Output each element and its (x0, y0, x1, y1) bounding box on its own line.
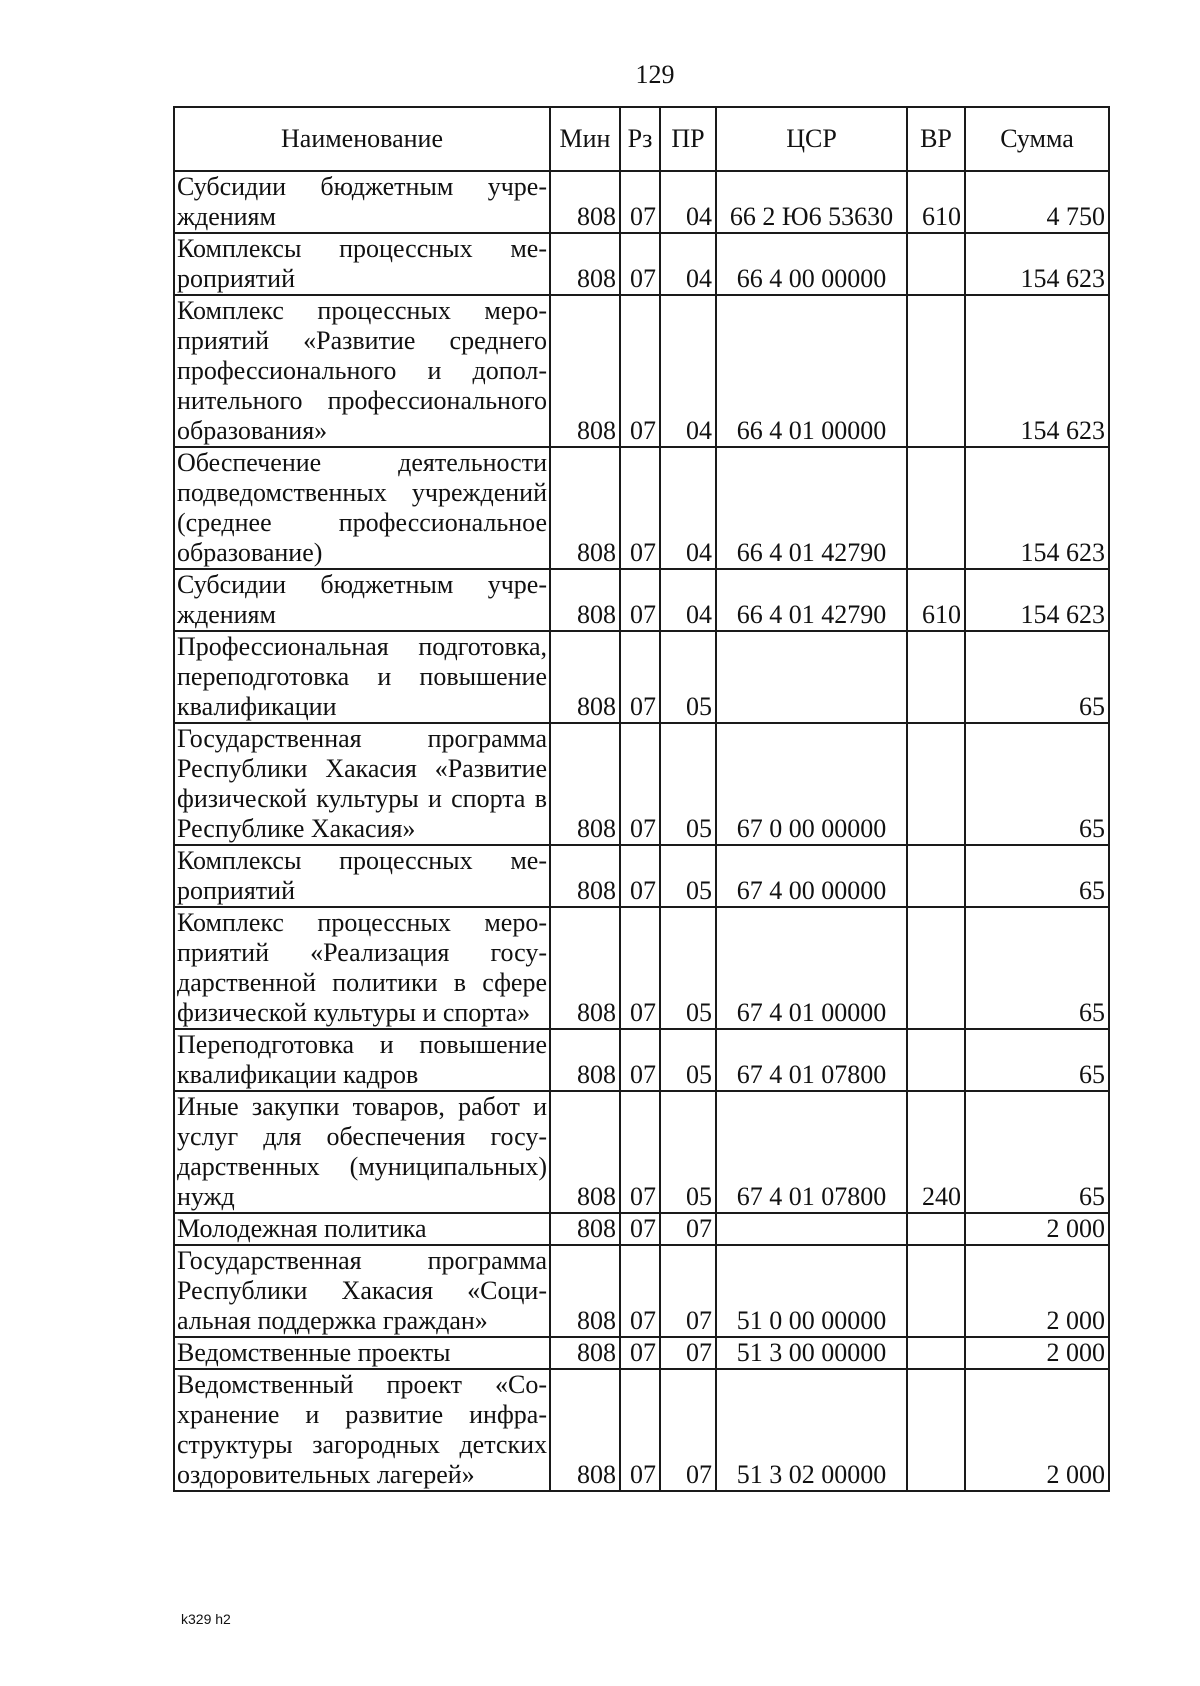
cell-pr: 04 (660, 569, 716, 631)
cell-rz: 07 (620, 569, 660, 631)
cell-csr (716, 631, 907, 723)
cell-vr: 240 (907, 1091, 965, 1213)
cell-rz: 07 (620, 1213, 660, 1245)
cell-sum: 2 000 (965, 1213, 1109, 1245)
cell-rz: 07 (620, 723, 660, 845)
cell-name: Переподготовка и повышение квалификации кадров (174, 1029, 550, 1091)
cell-vr (907, 295, 965, 447)
cell-min: 808 (550, 1369, 620, 1491)
cell-name: Государственная программа Республики Хакасия «Социальная поддержка граждан» (174, 1245, 550, 1337)
table-row (174, 171, 1109, 233)
table-row (174, 631, 1109, 723)
cell-name: Комплексы процессных мероприятий (174, 845, 550, 907)
table-row (174, 723, 1109, 845)
cell-min: 808 (550, 631, 620, 723)
cell-rz: 07 (620, 631, 660, 723)
cell-vr (907, 845, 965, 907)
header-name: Наименование (174, 107, 550, 171)
cell-sum: 2 000 (965, 1337, 1109, 1369)
cell-pr: 04 (660, 447, 716, 569)
cell-pr: 07 (660, 1213, 716, 1245)
cell-sum: 154 623 (965, 295, 1109, 447)
cell-rz: 07 (620, 907, 660, 1029)
cell-csr: 66 4 00 00000 (716, 233, 907, 295)
table-body (174, 171, 1109, 1491)
cell-csr: 51 3 00 00000 (716, 1337, 907, 1369)
cell-vr (907, 233, 965, 295)
cell-rz: 07 (620, 1369, 660, 1491)
cell-csr: 51 0 00 00000 (716, 1245, 907, 1337)
cell-pr: 05 (660, 845, 716, 907)
cell-sum: 154 623 (965, 233, 1109, 295)
cell-sum: 154 623 (965, 447, 1109, 569)
cell-csr: 67 0 00 00000 (716, 723, 907, 845)
table-row (174, 1337, 1109, 1369)
cell-min: 808 (550, 171, 620, 233)
cell-pr: 05 (660, 907, 716, 1029)
cell-name: Субсидии бюджетным учреждениям (174, 569, 550, 631)
cell-name: Государственная программа Республики Хакасия «Развитие физической культуры и спорта в Республике Хакасия» (174, 723, 550, 845)
budget-table (173, 106, 1110, 1492)
header-vr: ВР (907, 107, 965, 171)
cell-min: 808 (550, 907, 620, 1029)
cell-pr: 04 (660, 233, 716, 295)
cell-rz: 07 (620, 171, 660, 233)
cell-csr: 66 2 Ю6 53630 (716, 171, 907, 233)
header-min: Мин (550, 107, 620, 171)
footer-code: k329 h2 (181, 1611, 231, 1627)
cell-pr: 05 (660, 723, 716, 845)
cell-sum: 65 (965, 1091, 1109, 1213)
cell-rz: 07 (620, 1337, 660, 1369)
cell-pr: 07 (660, 1369, 716, 1491)
cell-min: 808 (550, 845, 620, 907)
header-csr: ЦСР (716, 107, 907, 171)
cell-vr (907, 1245, 965, 1337)
cell-sum: 2 000 (965, 1369, 1109, 1491)
cell-rz: 07 (620, 1091, 660, 1213)
cell-vr (907, 723, 965, 845)
cell-sum: 154 623 (965, 569, 1109, 631)
cell-rz: 07 (620, 1029, 660, 1091)
cell-min: 808 (550, 1245, 620, 1337)
table-row (174, 845, 1109, 907)
cell-pr: 07 (660, 1245, 716, 1337)
cell-name: Ведомственный проект «Сохранение и развитие инфраструктуры загородных детских оздоровительных лагерей» (174, 1369, 550, 1491)
cell-csr: 67 4 00 00000 (716, 845, 907, 907)
cell-name: Молодежная политика (174, 1213, 550, 1245)
cell-csr: 67 4 01 07800 (716, 1029, 907, 1091)
cell-pr: 07 (660, 1337, 716, 1369)
table-row (174, 1091, 1109, 1213)
cell-csr: 66 4 01 00000 (716, 295, 907, 447)
cell-vr: 610 (907, 569, 965, 631)
cell-sum: 4 750 (965, 171, 1109, 233)
table-row (174, 569, 1109, 631)
cell-min: 808 (550, 1337, 620, 1369)
table-row (174, 1213, 1109, 1245)
cell-name: Комплексы процессных мероприятий (174, 233, 550, 295)
header-pr: ПР (660, 107, 716, 171)
table-row (174, 233, 1109, 295)
cell-min: 808 (550, 295, 620, 447)
header-rz: Рз (620, 107, 660, 171)
cell-csr: 51 3 02 00000 (716, 1369, 907, 1491)
cell-vr (907, 631, 965, 723)
table-header-row (174, 107, 1109, 171)
table-row (174, 1029, 1109, 1091)
cell-min: 808 (550, 1029, 620, 1091)
cell-name: Профессиональная подготовка, переподготовка и повышение квалификации (174, 631, 550, 723)
cell-vr (907, 1029, 965, 1091)
cell-pr: 05 (660, 1029, 716, 1091)
cell-name: Субсидии бюджетным учреждениям (174, 171, 550, 233)
cell-pr: 04 (660, 171, 716, 233)
cell-name: Ведомственные проекты (174, 1337, 550, 1369)
cell-pr: 05 (660, 631, 716, 723)
cell-min: 808 (550, 1213, 620, 1245)
cell-sum: 65 (965, 723, 1109, 845)
cell-sum: 65 (965, 907, 1109, 1029)
cell-rz: 07 (620, 447, 660, 569)
cell-csr: 67 4 01 07800 (716, 1091, 907, 1213)
cell-rz: 07 (620, 1245, 660, 1337)
budget-table-container (173, 106, 1110, 1492)
cell-sum: 2 000 (965, 1245, 1109, 1337)
cell-vr (907, 1213, 965, 1245)
cell-pr: 04 (660, 295, 716, 447)
cell-name: Комплекс процессных мероприятий «Реализация государственной политики в сфере физической культуры и спорта» (174, 907, 550, 1029)
header-sum: Сумма (965, 107, 1109, 171)
cell-vr (907, 907, 965, 1029)
cell-vr (907, 1337, 965, 1369)
cell-min: 808 (550, 723, 620, 845)
cell-csr: 67 4 01 00000 (716, 907, 907, 1029)
cell-name: Обеспечение деятельности подведомственных учреждений (среднее профессиональное образование) (174, 447, 550, 569)
table-row (174, 907, 1109, 1029)
cell-rz: 07 (620, 295, 660, 447)
cell-min: 808 (550, 1091, 620, 1213)
cell-vr: 610 (907, 171, 965, 233)
cell-csr (716, 1213, 907, 1245)
cell-csr: 66 4 01 42790 (716, 569, 907, 631)
cell-rz: 07 (620, 233, 660, 295)
table-row (174, 1369, 1109, 1491)
cell-min: 808 (550, 569, 620, 631)
cell-csr: 66 4 01 42790 (716, 447, 907, 569)
cell-vr (907, 447, 965, 569)
cell-sum: 65 (965, 631, 1109, 723)
cell-name: Иные закупки товаров, работ и услуг для обеспечения государственных (муниципальных) нужд (174, 1091, 550, 1213)
cell-name: Комплекс процессных мероприятий «Развитие среднего профессионального и дополнительного профессионального образования» (174, 295, 550, 447)
table-row (174, 447, 1109, 569)
table-row (174, 295, 1109, 447)
page-number: 129 (635, 60, 675, 89)
cell-pr: 05 (660, 1091, 716, 1213)
cell-sum: 65 (965, 1029, 1109, 1091)
cell-rz: 07 (620, 845, 660, 907)
cell-min: 808 (550, 233, 620, 295)
cell-sum: 65 (965, 845, 1109, 907)
cell-min: 808 (550, 447, 620, 569)
cell-vr (907, 1369, 965, 1491)
table-row (174, 1245, 1109, 1337)
